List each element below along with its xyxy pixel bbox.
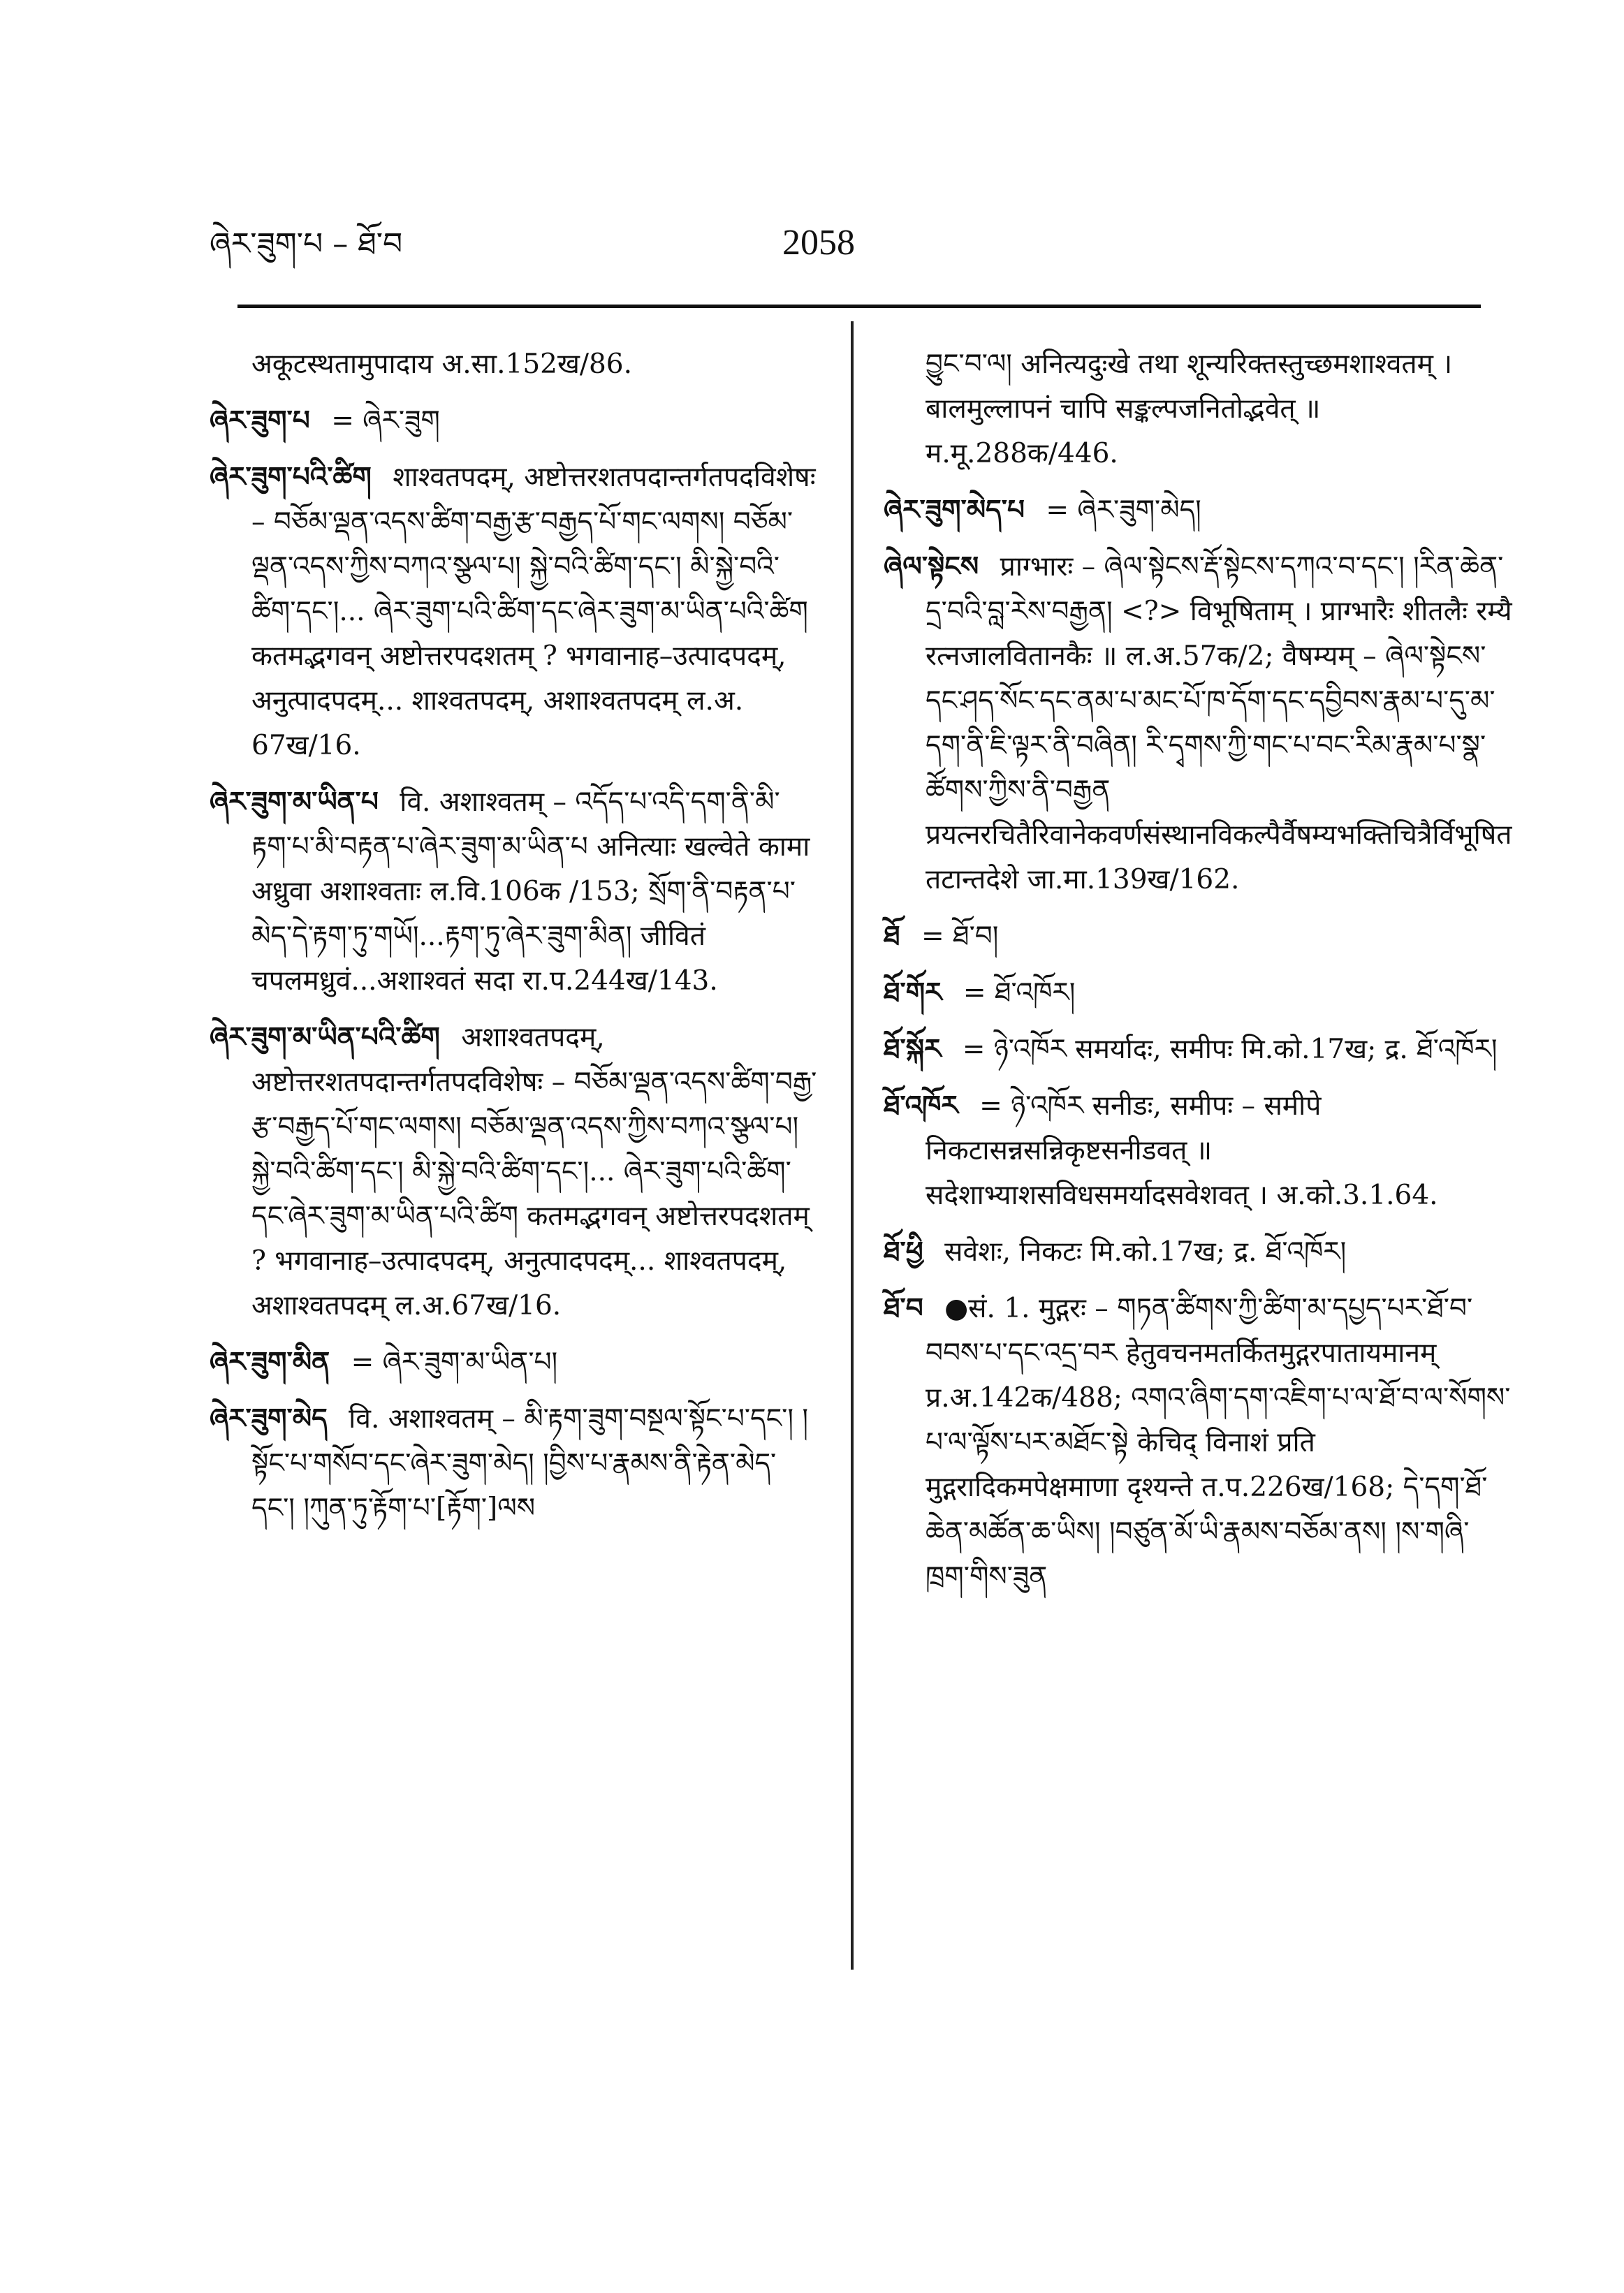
entry-definition: = ཉེ་འཁོར समर्यादः, समीपः मि.को.17ख; द्र. ཐོ་འཁོར། xyxy=(962,1034,1498,1065)
continuation-text: अकूटस्थतामुपादाय अ.सा.152ख/86. xyxy=(251,349,633,380)
entry-definition: = ཉེ་འཁོར सनीडः, समीपः – समीपे निकटासन्नसन्निकृष्टसनीडवत् ॥ सदेशाभ्याशसविधसमर्यादसवेशवत् । अ.को.3.1.64. xyxy=(926,1090,1438,1211)
entry-definition: वि. अशाश्वतम् – མི་རྟག་ཟུག་བསྔལ་སྟོང་པ་དང་། །སྟོང་པ་གསོབ་དང་ཞེར་ཟུག་མེད། །བྱིས་པ་རྣམས་ནི་རྟེན་མེད་དང་། །ཀུན་ཏུ་རྟོག་པ་[རྟོག་]ལས xyxy=(251,1403,809,1524)
dictionary-entry xyxy=(884,488,1512,533)
left-column xyxy=(210,342,817,1542)
column-divider xyxy=(851,321,854,1970)
entry-definition: = ཐོ་བ། xyxy=(921,921,999,952)
entry-headword: ཐོ་སྐོར xyxy=(884,1033,942,1065)
dictionary-entry xyxy=(884,1027,1512,1072)
entry-definition: = ཞེར་ཟུག་མ་ཡིན་པ། xyxy=(351,1347,558,1378)
dictionary-entry xyxy=(884,1083,1512,1218)
entry-headword: ཐོ xyxy=(884,920,900,952)
entry-headword: ཐོ་བ xyxy=(884,1292,923,1324)
page-number: 2058 xyxy=(782,223,855,263)
entry-headword: ཞེར་ཟུག་པའི་ཚིག xyxy=(210,461,372,493)
entry-definition: = ཞེར་ཟུག་མེད། xyxy=(1046,495,1201,526)
continuation-text: བྱུང་བ་ལ། अनित्यदुःखे तथा शून्यरिक्तस्तुच्छमशाश्वतम् । बालमुल्लापनं चापि सङ्कल्पजनितोद्भवेत् ॥ म.मू.288क/446. xyxy=(926,349,1453,469)
dictionary-entry xyxy=(884,1229,1512,1275)
entry-definition: = ཞེར་ཟུག xyxy=(331,405,440,437)
entry-definition: प्राग्भारः – ཞེལ་སྟེངས་རྡོ་སྟེངས་དཀའ་བ་དང་། །རིན་ཆེན་དྲ་བའི་བླ་རེས་བརྒྱན། <?> विभूषिताम् । प्राग्भारैः शीतलैः रम्यै रत्नजालवितानकैः ॥ ल.अ.57क/2; वैषम्यम् – ཞེལ་སྟེངས་དང་ཤད་སོང་དང་ནམ་པ་མང་པོ་ཁ་དོག་དང་དབྱིབས་རྣམ་པ་དུ་མ་དག་ནི་ཇི་ལྟར་ནི་བཞིན། རི་དྭགས་ཀྱི་གང་པ་བང་རིམ་རྣམ་པ་སྣ་ཚོགས་ཀྱིས་ནི་བརྒྱན प्रयत्नरचितैरिवानेकवर्णसंस्थानविकल्पैर्वैषम्यभक्तिचित्रैर्विभूषिततटान्तदेशे जा.मा.139ख/162. xyxy=(926,551,1512,895)
entry-headword: ཞེར་ཟུག་མེད་པ xyxy=(884,494,1025,526)
entry-headword: ཞེར་ཟུག་མིན xyxy=(210,1346,330,1378)
entry-headword: ཐོ་འཁོར xyxy=(884,1090,958,1122)
header-rule xyxy=(237,305,1481,308)
dictionary-entry xyxy=(884,970,1512,1016)
dictionary-entry xyxy=(210,1396,817,1531)
entry-definition: वि. अशाश्वतम् – འདོད་པ་འདི་དག་ནི་མི་རྟག་པ་མི་བརྟན་པ་ཞེར་ཟུག་མ་ཡིན་པ अनित्याः खल्वेते कामा अध्रुवा अशाश्वताः ल.वि.106क /153; སྲོག་ནི་བརྟན་པ་མེད་དེ་རྟག་ཏུ་གཡོ།...རྟག་ཏུ་ཞེར་ཟུག་མིན། जीवितं चपलमध्रुवं...अशाश्वतं सदा रा.प.244ख/143. xyxy=(251,786,810,997)
entry-headword: ཞེར་ཟུག་མ་ཡིན་པའི་ཚིག xyxy=(210,1021,440,1053)
dictionary-entry xyxy=(210,455,817,768)
dictionary-entry xyxy=(884,544,1512,902)
entry-definition: = ཐོ་འཁོར། xyxy=(963,977,1076,1009)
entry-definition: सवेशः, निकटः मि.को.17ख; द्र. ཐོ་འཁོར། xyxy=(944,1236,1347,1268)
dictionary-entry xyxy=(210,779,817,1004)
dictionary-entry xyxy=(210,1015,817,1328)
dictionary-entry xyxy=(884,1286,1512,1599)
entry-headword: ཞེར་ཟུག་མ་ཡིན་པ xyxy=(210,786,379,818)
entry-headword: ཐོ་གོར xyxy=(884,976,942,1009)
right-column xyxy=(884,342,1512,1611)
running-head: ཞེར་ཟུག་པ – ཐོ་བ xyxy=(210,226,403,262)
entry-definition: ●सं. 1. मुद्गरः – གཏན་ཚིགས་ཀྱི་ཚིག་མ་དཔྱད་པར་ཐོ་བ་བབས་པ་དང་འདྲ་བར हेतुवचनमतर्कितमुद्गरपातायमानम् प्र.अ.142क/488; འགའ་ཞིག་དག་འཇིག་པ་ལ་ཐོ་བ་ལ་སོགས་པ་ལ་ལྟོས་པར་མཐོང་སྟེ केचिद् विनाशं प्रति मुद्गरादिकमपेक्षमाणा दृश्यन्ते त.प.226ख/168; དེ་དག་ཐོ་ཆེན་མཚོན་ཆ་ཡིས། །བཙུན་མོ་ཡི་རྣམས་བཅོམ་ནས། །ས་གཞི་ཁྲག་གིས་ཟུན xyxy=(926,1293,1511,1592)
entry-headword: ཞེར་ཟུག་པ xyxy=(210,404,310,437)
dictionary-entry xyxy=(884,914,1512,959)
entry-headword: ཞེལ་སྟེངས xyxy=(884,550,979,583)
entry-headword: ཐོ་ཕྱི xyxy=(884,1236,923,1268)
entry-definition: शाश्वतपदम्, अष्टोत्तरशतपदान्तर्गतपदविशेषः – བཅོམ་ལྡན་འདས་ཚིག་བརྒྱ་རྩ་བརྒྱད་པོ་གང་ལགས། བཅོམ་ལྡན་འདས་ཀྱིས་བཀའ་སྩལ་པ། སྐྱེ་བའི་ཚིག་དང་། མི་སྐྱེ་བའི་ཚིག་དང་།... ཞེར་ཟུག་པའི་ཚིག་དང་ཞེར་ཟུག་མ་ཡིན་པའི་ཚིག कतमद्भगवन् अष्टोत्तरपदशतम् ? भगवानाह–उत्पादपदम्, अनुत्पादपदम्... शाश्वतपदम्, अशाश्वतपदम् ल.अ. 67ख/16. xyxy=(251,462,816,761)
entry-definition: अशाश्वतपदम्, अष्टोत्तरशतपदान्तर्गतपदविशेषः – བཅོམ་ལྡན་འདས་ཚིག་བརྒྱ་རྩ་བརྒྱད་པོ་གང་ལགས། བཅོམ་ལྡན་འདས་ཀྱིས་བཀའ་སྩལ་པ། སྐྱེ་བའི་ཚིག་དང་། མི་སྐྱེ་བའི་ཚིག་དང་།... ཞེར་ཟུག་པའི་ཚིག་དང་ཞེར་ཟུག་མ་ཡིན་པའི་ཚིག कतमद्भगवन् अष्टोत्तरपदशतम् ? भगवानाह–उत्पादपदम्, अनुत्पादपदम्... शाश्वतपदम्, अशाश्वतपदम् ल.अ.67ख/16. xyxy=(251,1022,817,1321)
dictionary-entry xyxy=(210,1340,817,1385)
dictionary-entry xyxy=(210,398,817,444)
entry-headword: ཞེར་ཟུག་མེད xyxy=(210,1402,328,1435)
